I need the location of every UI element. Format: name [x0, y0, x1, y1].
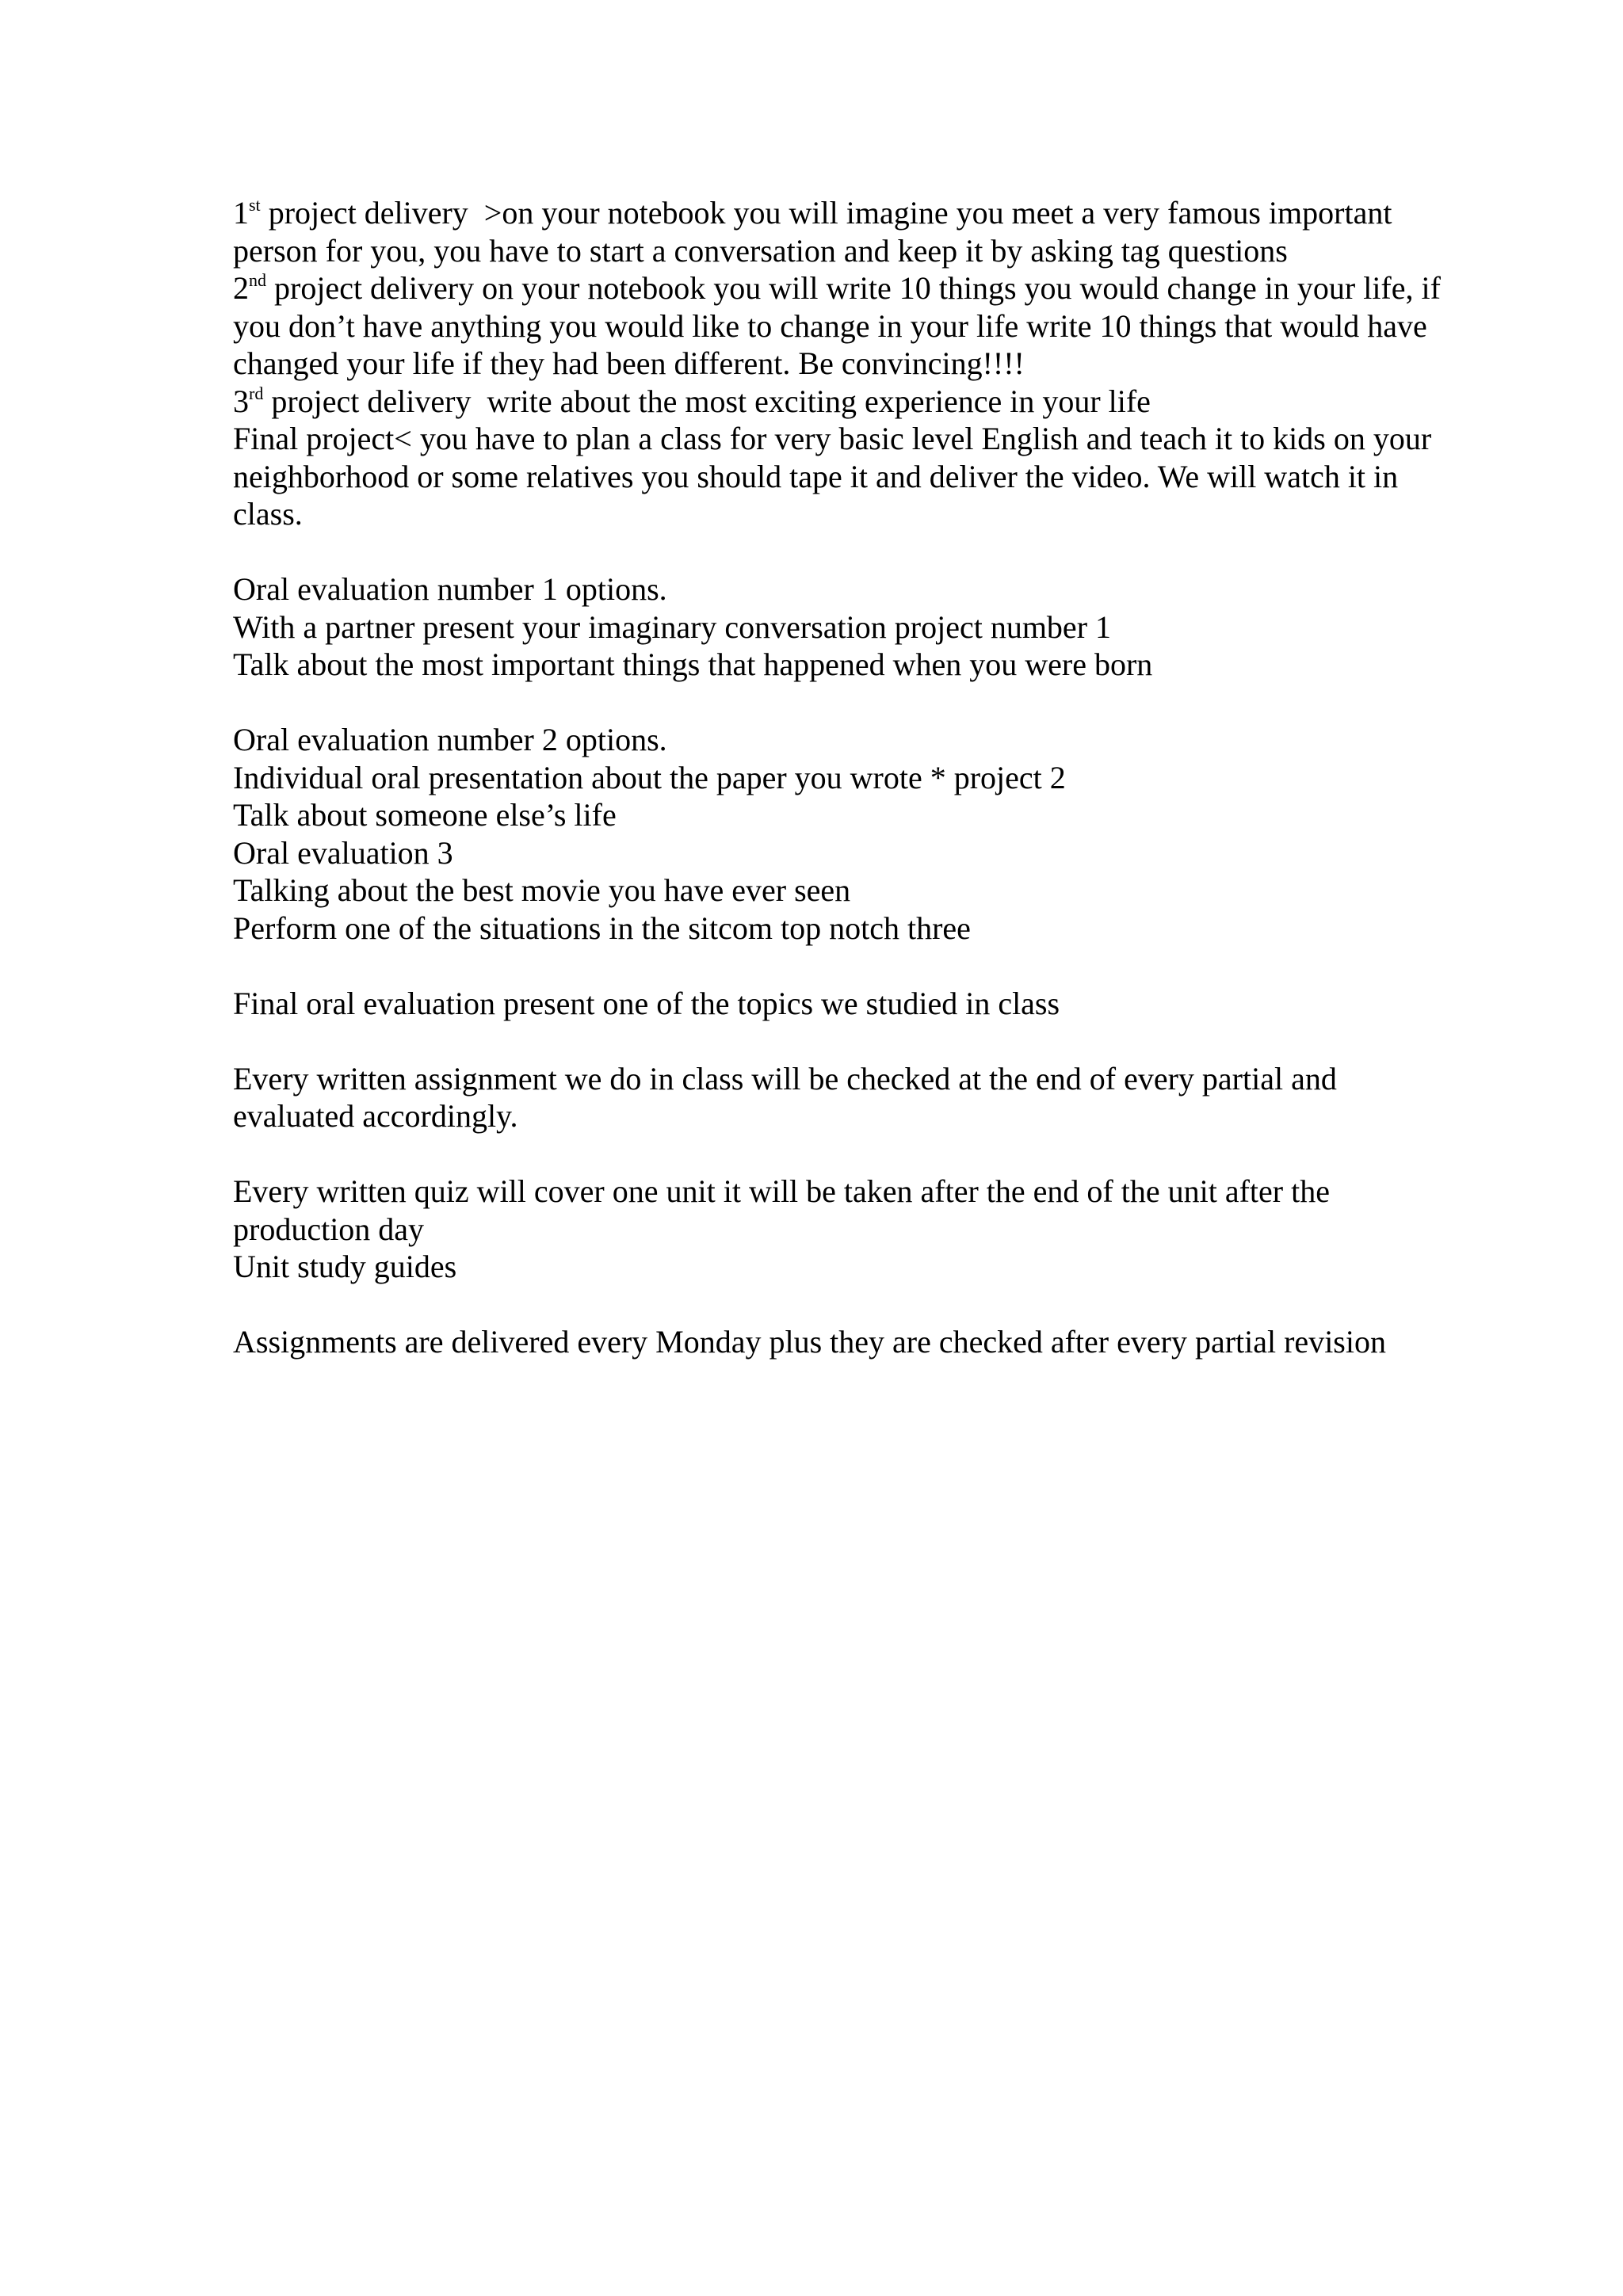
spacer — [233, 533, 1517, 571]
oral-evaluation-1-option: With a partner present your imaginary conversation project number 1 — [233, 608, 1112, 645]
project-1-text: project delivery >on your notebook you will imagine you meet a very famous important — [260, 195, 1392, 231]
project-1-line-1 — [233, 194, 1517, 232]
final-project-line-3: class. — [233, 496, 303, 532]
project-3-ordinal-suffix: rd — [249, 383, 264, 403]
project-3-number: 3 — [233, 383, 249, 419]
project-1-line-2: person for you, you have to start a conversation and keep it by asking tag questions — [233, 232, 1288, 269]
oral-evaluation-2-option: Talk about someone else’s life — [233, 797, 617, 833]
written-assignments-line-2: evaluated accordingly. — [233, 1098, 518, 1134]
spacer — [233, 1022, 1517, 1060]
spacer — [233, 1135, 1517, 1173]
spacer — [233, 947, 1517, 985]
quizzes-line-1: Every written quiz will cover one unit it will be taken after the end of the unit after the — [233, 1173, 1330, 1209]
oral-evaluation-2-option: Individual oral presentation about the paper you wrote * project 2 — [233, 759, 1066, 795]
project-3-line-1 — [233, 383, 1517, 421]
spacer — [233, 1286, 1517, 1324]
final-oral-evaluation: Final oral evaluation present one of the topics we studied in class — [233, 985, 1060, 1021]
final-project-line-1: Final project< you have to plan a class for very basic level English and teach it to kids on your — [233, 421, 1432, 456]
assignments-delivery: Assignments are delivered every Monday plus they are checked after every partial revision — [233, 1324, 1386, 1360]
project-1-ordinal-suffix: st — [249, 195, 261, 215]
project-2-line-2: you don’t have anything you would like to change in your life write 10 things that would have — [233, 307, 1427, 344]
final-project-line-2: neighborhood or some relatives you should tape it and deliver the video. We will watch it in — [233, 458, 1399, 494]
written-assignments-line-1: Every written assignment we do in class will be checked at the end of every partial and — [233, 1060, 1337, 1097]
project-2-text: project delivery on your notebook you will write 10 things you would change in your life, if — [266, 270, 1441, 306]
project-2-number: 2 — [233, 270, 249, 306]
project-1-number: 1 — [233, 195, 249, 231]
oral-evaluation-3-option: Perform one of the situations in the sitcom top notch three — [233, 910, 971, 946]
oral-evaluation-1-option: Talk about the most important things that happened when you were born — [233, 646, 1153, 682]
project-2-line-1 — [233, 269, 1517, 307]
spacer — [233, 684, 1517, 722]
oral-evaluation-2-heading: Oral evaluation number 2 options. — [233, 722, 667, 757]
unit-study-guides: Unit study guides — [233, 1249, 457, 1284]
project-3-text: project delivery write about the most exciting experience in your life — [263, 383, 1151, 419]
project-2-line-3: changed your life if they had been different. Be convincing!!!! — [233, 345, 1025, 381]
document-body — [233, 194, 1517, 1361]
quizzes-line-2: production day — [233, 1211, 425, 1247]
oral-evaluation-3-heading: Oral evaluation 3 — [233, 834, 453, 871]
project-2-ordinal-suffix: nd — [249, 270, 266, 290]
oral-evaluation-3-option: Talking about the best movie you have ever seen — [233, 872, 851, 908]
oral-evaluation-1-heading: Oral evaluation number 1 options. — [233, 571, 667, 607]
